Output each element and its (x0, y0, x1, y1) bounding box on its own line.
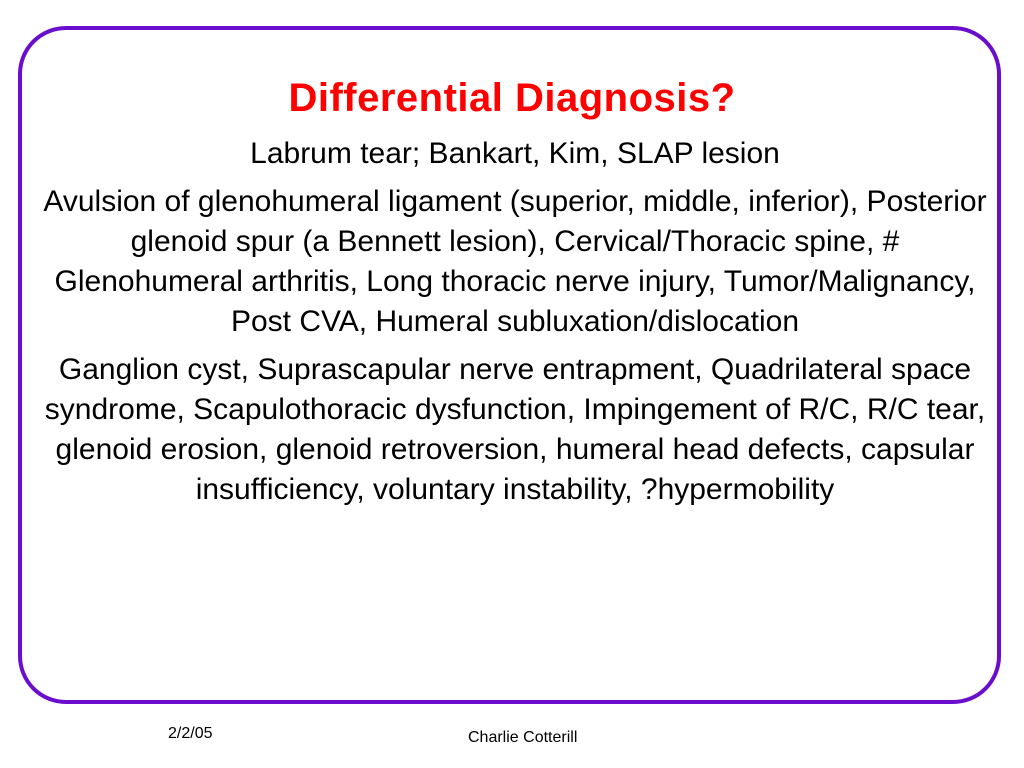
paragraph-ganglion: Ganglion cyst, Suprascapular nerve entrapment, Quadrilateral space syndrome, Scapulothoracic dysfunction, Impingement of R/C, R/C tear, glenoid erosion, glenoid retroversion, humeral head defects, capsular insufficiency, voluntary instability, ?hypermobility (44, 353, 986, 506)
paragraph-labrum: Labrum tear; Bankart, Kim, SLAP lesion (250, 137, 780, 170)
slide-title: Differential Diagnosis? (288, 76, 736, 120)
slide-body (40, 134, 990, 510)
paragraph-avulsion: Avulsion of glenohumeral ligament (superior, middle, inferior), Posterior glenoid spur (a Bennett lesion), Cervical/Thoracic spine, # Glenohumeral arthritis, Long thoracic nerve injury, Tumor/Malignancy, Post CVA, Humeral subluxation/dislocation (43, 185, 987, 338)
footer-author: Charlie Cotterill (468, 729, 578, 746)
footer-date: 2/2/05 (168, 725, 213, 742)
